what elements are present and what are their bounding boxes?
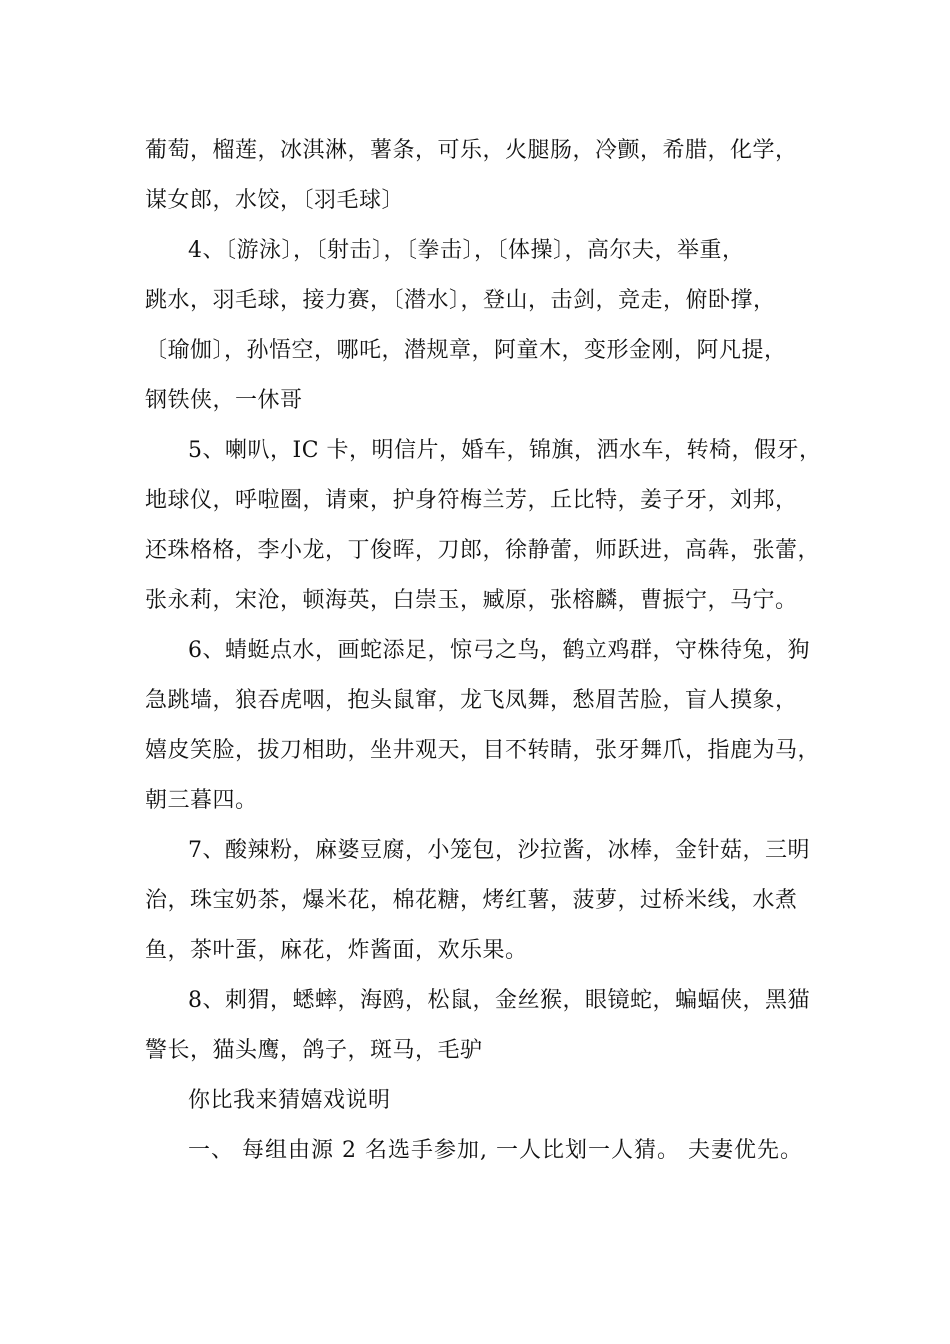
paragraph-4-line-1: 4、〔游泳〕，〔射击〕，〔拳击〕，〔体操〕，高尔夫，举重， [188,238,745,263]
paragraph-6-line-3: 嬉皮笑脸，拔刀相助，坐井观天，目不转睛，张牙舞爪，指鹿为马， [145,738,821,763]
paragraph-8-line-1: 8、刺猬，蟋蟀，海鸥，松鼠，金丝猴，眼镜蛇，蝙蝠侠，黑猫 [188,988,810,1013]
paragraph-5-line-2: 地球仪，呼啦圈，请柬，护身符梅兰芳，丘比特，姜子牙，刘邦， [145,488,798,513]
rule-item-1: 一、 每组由源 2 名选手参加, 一人比划一人猜。 夫妻优先。 [188,1138,803,1163]
text-line-2: 谋女郎，水饺，〔羽毛球〕 [145,188,405,213]
text-line-1: 葡萄，榴莲，冰淇淋，薯条，可乐，火腿肠，冷颤，希腊，化学， [145,138,798,163]
paragraph-7-line-2: 治，珠宝奶茶，爆米花，棉花糖，烤红薯，菠萝，过桥米线，水煮 [145,888,798,913]
paragraph-4-line-3: 〔瑜伽〕，孙悟空，哪吒，潜规章，阿童木，变形金刚，阿凡提， [145,338,787,363]
paragraph-5-line-4: 张永莉，宋沧，顿海英，白崇玉，臧原，张榕麟，曹振宁，马宁。 [145,588,798,613]
paragraph-5-line-1: 5、喇叭，IC 卡，明信片，婚车，锦旗，洒水车，转椅，假牙， [188,438,822,463]
paragraph-7-line-1: 7、酸辣粉，麻婆豆腐，小笼包，沙拉酱，冰棒，金针菇，三明 [188,838,810,863]
paragraph-5-line-3: 还珠格格，李小龙，丁俊晖，刀郎，徐静蕾，师跃进，高犇，张蕾， [145,538,821,563]
section-heading: 你比我来猜嬉戏说明 [188,1088,391,1113]
paragraph-7-line-3: 鱼，茶叶蛋，麻花，炸酱面，欢乐果。 [145,938,528,963]
paragraph-6-line-1: 6、蜻蜓点水，画蛇添足，惊弓之鸟，鹤立鸡群，守株待兔，狗 [188,638,810,663]
paragraph-4-line-2: 跳水，羽毛球，接力赛，〔潜水〕，登山，击剑，竞走，俯卧撑， [145,288,776,313]
paragraph-8-line-2: 警长，猫头鹰，鸽子，斑马，毛驴 [145,1038,483,1063]
paragraph-6-line-4: 朝三暮四。 [145,788,258,813]
paragraph-6-line-2: 急跳墙，狼吞虎咽，抱头鼠窜，龙飞凤舞，愁眉苦脸，盲人摸象， [145,688,798,713]
paragraph-4-line-4: 钢铁侠，一休哥 [145,388,303,413]
